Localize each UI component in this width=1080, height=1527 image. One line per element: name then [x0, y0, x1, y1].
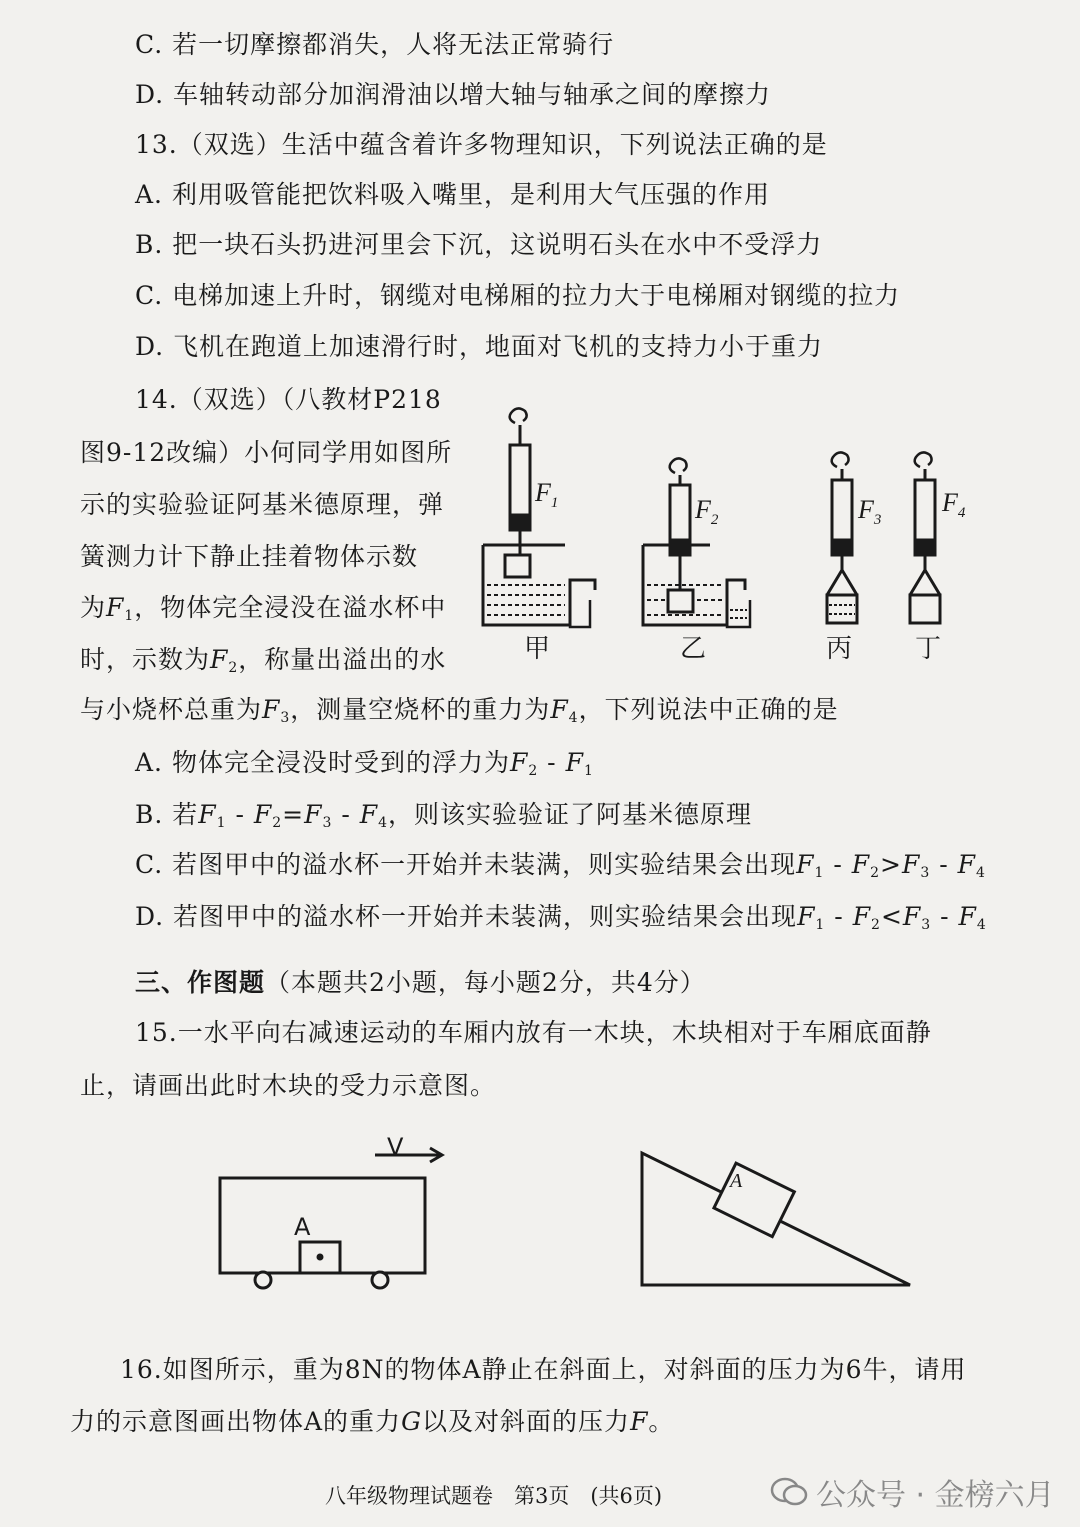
q13-option-c: C. 电梯加速上升时，钢缆对电梯厢的拉力大于电梯厢对钢缆的拉力 — [135, 281, 901, 310]
q13-stem: 13.（双选）生活中蕴含着许多物理知识，下列说法正确的是 — [135, 130, 828, 159]
q12-option-d: D. 车轴转动部分加润滑油以增大轴与轴承之间的摩擦力 — [135, 80, 772, 109]
q15-line-2: 止，请画出此时木块的受力示意图。 — [80, 1071, 497, 1100]
force-label-f4: $F_4$ — [942, 488, 966, 521]
q14-option-d: D. 若图甲中的溢水杯一开始并未装满，则实验结果会出现$F_1 - F_2<F_3 - F_4$ — [135, 902, 987, 933]
q14-line-6: 时，示数为$F_2$，称量出溢出的水 — [80, 645, 447, 676]
section-3-heading: 三、作图题（本题共2小题，每小题2分，共4分） — [135, 968, 706, 997]
q13-option-a: A. 利用吸管能把饮料吸入嘴里，是利用大气压强的作用 — [135, 180, 770, 209]
q14-line-1: 14.（双选）（八教材P218 — [135, 385, 442, 414]
fig-label-bing: 丙 — [826, 634, 853, 664]
q13-option-b: B. 把一块石头扔进河里会下沉，这说明石头在水中不受浮力 — [135, 230, 823, 259]
apparatus-bing — [827, 452, 857, 623]
q12-option-c: C. 若一切摩擦都消失，人将无法正常骑行 — [135, 30, 615, 59]
q14-line-7: 与小烧杯总重为$F_3$，测量空烧杯的重力为$F_4$，下列说法中正确的是 — [80, 695, 839, 726]
force-label-f3: $F_3$ — [858, 495, 882, 528]
q14-option-c: C. 若图甲中的溢水杯一开始并未装满，则实验结果会出现$F_1 - F_2>F_3 - F_4$ — [135, 850, 986, 881]
q14-line-2: 图9-12改编）小何同学用如图所 — [80, 438, 453, 467]
q14-option-a: A. 物体完全浸没时受到的浮力为$F_2 - F_1$ — [135, 748, 594, 779]
fig-label-ding: 丁 — [915, 634, 942, 664]
q14-line-5: 为$F_1$，物体完全浸没在溢水杯中 — [80, 593, 447, 624]
q16-figure-incline — [630, 1145, 920, 1290]
q13-option-d: D. 飞机在跑道上加速滑行时，地面对飞机的支持力小于重力 — [135, 332, 824, 361]
force-label-f1: $F_1$ — [535, 478, 559, 511]
q14-line-3: 示的实验验证阿基米德原理，弹 — [80, 490, 445, 519]
apparatus-yi — [643, 458, 750, 627]
wheel-left — [255, 1272, 271, 1288]
incline-block-label: A — [730, 1170, 744, 1192]
q15-line-1: 15.一水平向右减速运动的车厢内放有一木块，木块相对于车厢底面静 — [135, 1018, 932, 1047]
q14-line-4: 簧测力计下静止挂着物体示数 — [80, 542, 419, 571]
page-footer: 八年级物理试题卷 第3页 (共6页) — [325, 1484, 663, 1508]
fig-label-jia: 甲 — [524, 634, 551, 664]
fig-label-yi: 乙 — [680, 634, 707, 664]
watermark: 公众号 · 金榜六月 — [770, 1470, 1055, 1514]
q15-figure-carriage — [205, 1135, 465, 1295]
wheel-right — [372, 1272, 388, 1288]
force-label-f2: $F_2$ — [695, 495, 719, 528]
wechat-icon — [770, 1477, 808, 1507]
q14-option-b: B. 若$F_1 - F_2=F_3 - F_4$，则该实验验证了阿基米德原理 — [135, 800, 753, 831]
apparatus-ding — [910, 452, 940, 623]
q16-line-2: 力的示意图画出物体A的重力G以及对斜面的压力F。 — [70, 1407, 675, 1436]
block-label-a: A — [294, 1213, 312, 1241]
apparatus-jia — [483, 408, 595, 627]
velocity-label: V — [387, 1133, 405, 1161]
q16-line-1: 16.如图所示，重为8N的物体A静止在斜面上，对斜面的压力为6牛，请用 — [120, 1355, 967, 1384]
block-a — [714, 1163, 794, 1237]
center-dot — [318, 1255, 322, 1259]
